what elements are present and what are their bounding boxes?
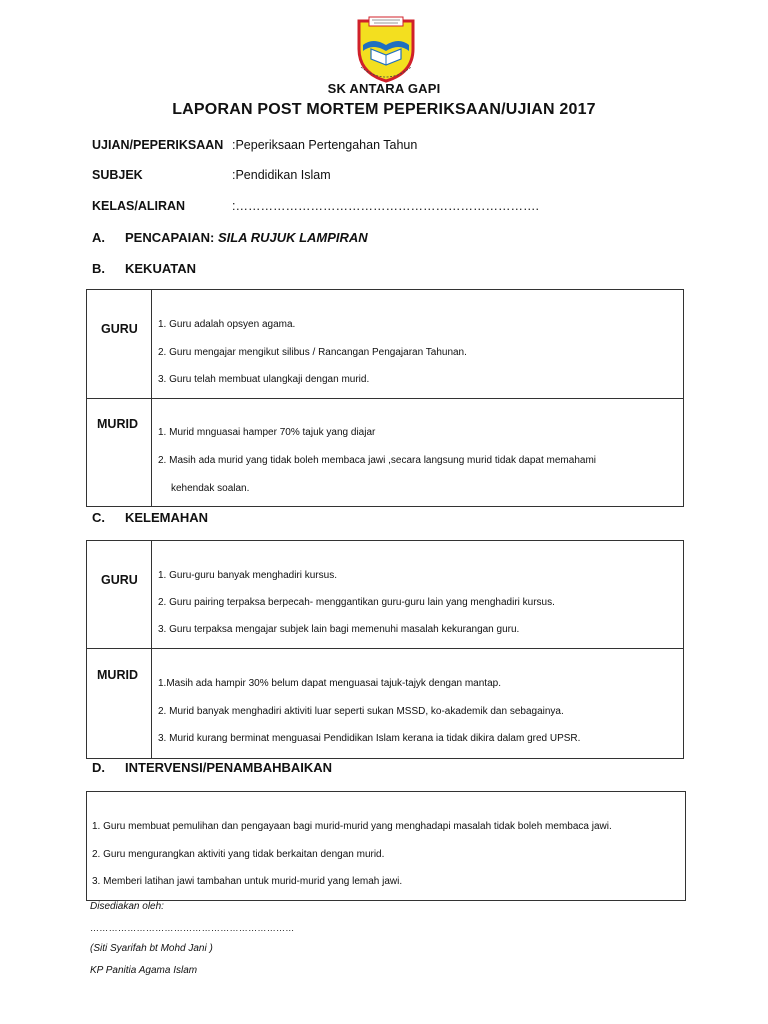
kekuatan-guru-label: GURU — [101, 322, 138, 336]
list-item: 3. Murid kurang berminat menguasai Pendidikan Islam kerana ia tidak dikira dalam gred UPSR. — [158, 733, 581, 744]
meta-value-ujian: :Peperiksaan Pertengahan Tahun — [232, 138, 418, 152]
prepared-by-label: Disediakan oleh: — [90, 901, 164, 912]
kekuatan-table — [86, 289, 684, 507]
section-d-letter: D. — [92, 760, 105, 775]
section-b-letter: B. — [92, 261, 105, 276]
list-item: 1. Guru membuat pemulihan dan pengayaan bagi murid-murid yang menghadapi masalah tidak boleh membaca jawi. — [92, 821, 612, 832]
list-item: 3. Guru terpaksa mengajar subjek lain bagi memenuhi masalah kekurangan guru. — [158, 624, 520, 635]
kelemahan-table — [86, 540, 684, 759]
list-item: kehendak soalan. — [171, 483, 250, 494]
meta-value-subjek: :Pendidikan Islam — [232, 168, 331, 182]
signature-line: ………………………………………………………… — [90, 923, 295, 933]
list-item: 2. Murid banyak menghadiri aktiviti luar seperti sukan MSSD, ko-akademik dan sebagainya. — [158, 706, 564, 717]
list-item: 1. Guru-guru banyak menghadiri kursus. — [158, 570, 337, 581]
section-c-letter: C. — [92, 510, 105, 525]
intervensi-box — [86, 791, 686, 901]
list-item: 2. Guru mengurangkan aktiviti yang tidak berkaitan dengan murid. — [92, 849, 385, 860]
section-d-title: INTERVENSI/PENAMBAHBAIKAN — [125, 760, 333, 775]
section-a-letter: A. — [92, 230, 105, 245]
section-a-note: SILA RUJUK LAMPIRAN — [217, 230, 368, 245]
section-c-title: KELEMAHAN — [125, 510, 209, 525]
section-b-title: KEKUATAN — [125, 261, 197, 276]
list-item: 2. Guru mengajar mengikut silibus / Rancangan Pengajaran Tahunan. — [158, 347, 467, 358]
meta-key-ujian: UJIAN/PEPERIKSAAN — [92, 138, 224, 152]
signatory-name: (Siti Syarifah bt Mohd Jani ) — [90, 943, 213, 954]
signatory-position: KP Panitia Agama Islam — [90, 965, 198, 976]
meta-key-kelas: KELAS/ALIRAN — [92, 199, 186, 213]
section-d-heading — [92, 760, 332, 775]
list-item: 3. Guru telah membuat ulangkaji dengan murid. — [158, 374, 370, 385]
section-a-heading — [92, 230, 368, 245]
list-item: 1. Guru adalah opsyen agama. — [158, 319, 296, 330]
section-b-heading — [92, 261, 196, 276]
section-a-title: PENCAPAIAN: — [125, 230, 215, 245]
kekuatan-murid-label: MURID — [97, 417, 138, 431]
meta-value-kelas: :………………………………………………………………. — [232, 199, 539, 213]
list-item: 2. Masih ada murid yang tidak boleh membaca jawi ,secara langsung murid tidak dapat memahami — [158, 455, 597, 466]
report-title: LAPORAN POST MORTEM PEPERIKSAAN/UJIAN 2017 — [172, 101, 596, 118]
table-divider — [87, 398, 683, 399]
list-item: 1. Murid mnguasai hamper 70% tajuk yang diajar — [158, 427, 376, 438]
kelemahan-murid-label: MURID — [97, 668, 138, 682]
list-item: 1.Masih ada hampir 30% belum dapat menguasai tajuk-tajyk dengan mantap. — [158, 678, 501, 689]
list-item: 3. Memberi latihan jawi tambahan untuk murid-murid yang lemah jawi. — [92, 876, 403, 887]
kelemahan-guru-label: GURU — [101, 573, 138, 587]
table-divider — [87, 648, 683, 649]
school-name: SK ANTARA GAPI — [327, 81, 441, 96]
meta-key-subjek: SUBJEK — [92, 168, 143, 182]
school-crest-logo — [353, 15, 419, 83]
list-item: 2. Guru pairing terpaksa berpecah- menggantikan guru-guru lain yang menghadiri kursus. — [158, 597, 555, 608]
section-c-heading — [92, 510, 208, 525]
table-divider — [151, 541, 152, 758]
